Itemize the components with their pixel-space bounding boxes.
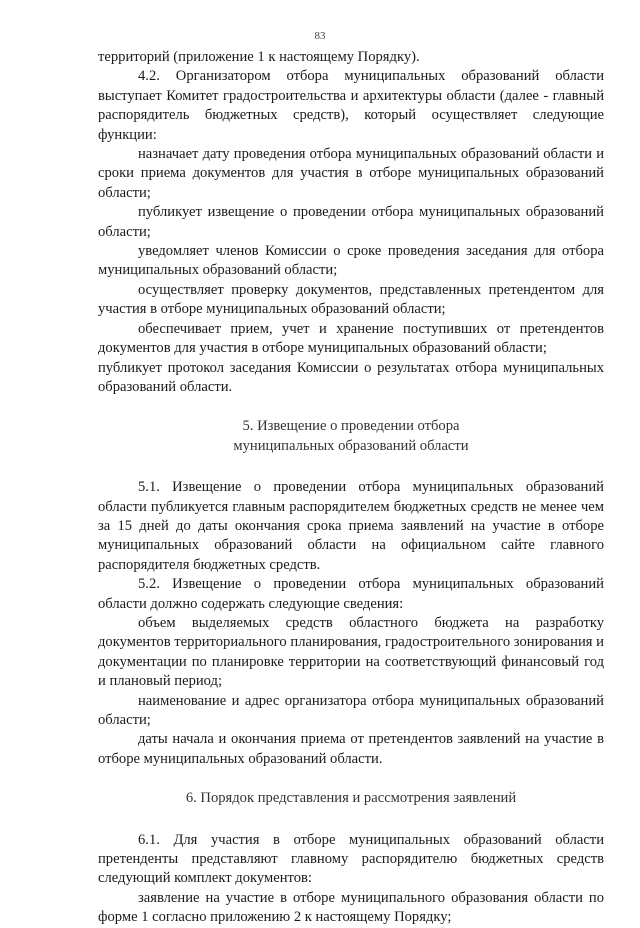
section-5-heading-line-2: муниципальных образований области [233, 437, 469, 454]
section-6-body [98, 831, 604, 928]
paragraph: обеспечивает прием, учет и хранение поступивших от претендентов документов для участия в отборе муниципальных образований области; [98, 320, 604, 357]
page-number: 83 [314, 30, 326, 42]
paragraph: территорий (приложение 1 к настоящему Порядку). [98, 49, 420, 65]
paragraph: объем выделяемых средств областного бюджета на разработку документов территориального планирования, градостроительного зонирования и документации по планировке территории на соответствующий финансовый год и плановый период; [98, 614, 604, 690]
paragraph: уведомляет членов Комиссии о сроке проведения заседания для отбора муниципальных образований области; [98, 243, 604, 279]
paragraph: наименование и адрес организатора отбора муниципальных образований области; [98, 692, 604, 728]
paragraph: 4.2. Организатором отбора муниципальных образований области выступает Комитет градостроительства и архитектуры области (далее - главный распорядитель бюджетных средств), который осуществляет следующие функции: [98, 68, 604, 143]
paragraph: даты начала и окончания приема от претендентов заявлений на участие в отборе муниципальных образований области. [98, 731, 604, 767]
paragraph: 5.2. Извещение о проведении отбора муниципальных образований области должно содержать следующие сведения: [98, 576, 604, 612]
section-6-heading: 6. Порядок представления и рассмотрения заявлений [185, 790, 517, 807]
paragraph: публикует протокол заседания Комиссии о результатах отбора муниципальных образований области. [98, 359, 604, 395]
section-5-body [98, 478, 604, 769]
section-4-continuation [98, 48, 604, 397]
paragraph: публикует извещение о проведении отбора муниципальных образований области; [98, 204, 604, 240]
paragraph: осуществляет проверку документов, представленных претендентом для участия в отборе муниципальных образований области; [98, 281, 604, 318]
paragraph: 5.1. Извещение о проведении отбора муниципальных образований области публикуется главным распорядителем бюджетных средств не менее чем за 15 дней до даты окончания срока приема заявлений на участие в отборе муниципальных образований области на официальном сайте главного распорядителя бюджетных средств. [98, 479, 604, 573]
document-body [98, 48, 604, 928]
section-5-heading-line-1: 5. Извещение о проведении отбора [242, 418, 460, 435]
paragraph: назначает дату проведения отбора муниципальных образований области и сроки приема документов для участия в отборе муниципальных образований области; [98, 146, 604, 201]
paragraph: 6.1. Для участия в отборе муниципальных образований области претенденты представляют главному распорядителю бюджетных средств следующий комплект документов: [98, 831, 604, 887]
paragraph: заявление на участие в отборе муниципального образования области по форме 1 согласно приложению 2 к настоящему Порядку; [98, 889, 604, 926]
